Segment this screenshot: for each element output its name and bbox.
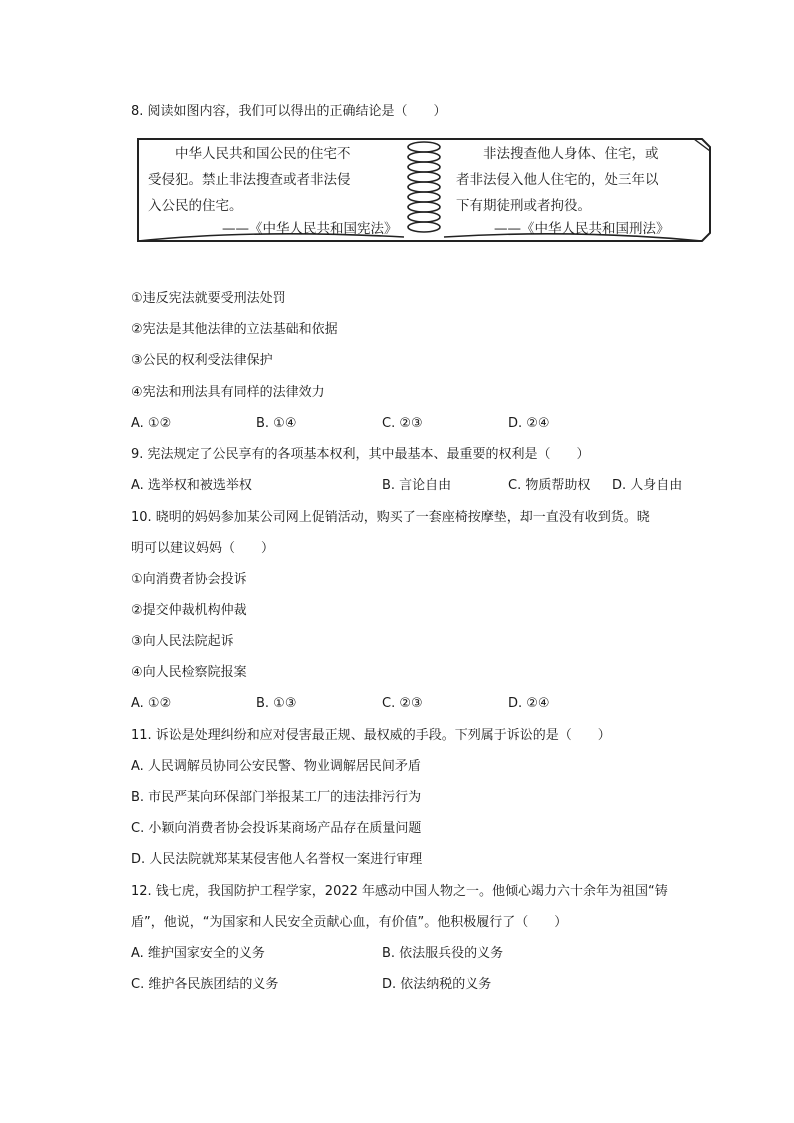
q12-option-a[interactable]: A. 维护国家安全的义务 — [131, 946, 265, 961]
book-left-source: ——《中华人民共和国宪法》 — [222, 221, 398, 237]
q11-option-a[interactable]: A. 人民调解员协同公安民警、物业调解居民间矛盾 — [131, 759, 421, 774]
q11-option-b[interactable]: B. 市民严某向环保部门举报某工厂的违法排污行为 — [131, 790, 422, 805]
q11-stem: 11. 诉讼是处理纠纷和应对侵害最正规、最权威的手段。下列属于诉讼的是（ ） — [131, 728, 611, 743]
q12-option-c[interactable]: C. 维护各民族团结的义务 — [131, 977, 279, 992]
book-right-text: 非法搜查他人身体、住宅，或 者非法侵入他人住宅的，处三年以 下有期徒刑或者拘役。 ——《中华人民共和国刑法》 — [456, 146, 670, 237]
q10-option-d[interactable]: D. ②④ — [508, 696, 550, 711]
book-left-text: 中华人民共和国公民的住宅不 受侵犯。禁止非法搜查或者非法侵 入公民的住宅。 ——《中华人民共和国宪法》 — [148, 146, 398, 237]
q10-item-2: ②提交仲裁机构仲裁 — [131, 603, 247, 618]
q10-item-3: ③向人民法院起诉 — [131, 634, 234, 649]
q10-option-c[interactable]: C. ②③ — [382, 696, 423, 711]
q9-option-c[interactable]: C. 物质帮助权 — [508, 478, 591, 493]
q8-option-b[interactable]: B. ①④ — [256, 416, 297, 431]
q8-item-2: ②宪法是其他法律的立法基础和依据 — [131, 322, 338, 337]
q11-option-d[interactable]: D. 人民法院就郑某某侵害他人名誉权一案进行审理 — [131, 852, 423, 867]
q10-item-1: ①向消费者协会投诉 — [131, 572, 247, 587]
q12-option-d[interactable]: D. 依法纳税的义务 — [382, 977, 492, 992]
q8-stem: 8. 阅读如图内容，我们可以得出的正确结论是（ ） — [131, 104, 447, 119]
q10-stem-line-2: 明可以建议妈妈（ ） — [131, 541, 275, 556]
q11-option-c[interactable]: C. 小颖向消费者协会投诉某商场产品存在质量问题 — [131, 821, 422, 836]
q10-stem-line-1: 10. 晓明的妈妈参加某公司网上促销活动，购买了一套座椅按摩垫，却一直没有收到货。晓 — [131, 510, 650, 525]
q10-option-b[interactable]: B. ①③ — [256, 696, 297, 711]
q8-option-d[interactable]: D. ②④ — [508, 416, 550, 431]
q8-item-3: ③公民的权利受法律保护 — [131, 353, 273, 368]
q9-option-a[interactable]: A. 选举权和被选举权 — [131, 478, 252, 493]
q12-stem-line-1: 12. 钱七虎，我国防护工程学家，2022 年感动中国人物之一。他倾心竭力六十余年为祖国“铸 — [131, 884, 668, 899]
q10-item-4: ④向人民检察院报案 — [131, 665, 247, 680]
q8-item-4: ④宪法和刑法具有同样的法律效力 — [131, 385, 325, 400]
q10-option-a[interactable]: A. ①② — [131, 696, 172, 711]
law-book-figure — [134, 137, 714, 243]
q9-option-d[interactable]: D. 人身自由 — [612, 478, 683, 493]
q9-stem: 9. 宪法规定了公民享有的各项基本权利，其中最基本、最重要的权利是（ ） — [131, 447, 590, 462]
q8-option-c[interactable]: C. ②③ — [382, 416, 423, 431]
q9-option-b[interactable]: B. 言论自由 — [382, 478, 452, 493]
q12-stem-line-2: 盾”，他说，“为国家和人民安全贡献心血，有价值”。他积极履行了（ ） — [131, 915, 568, 930]
q12-option-b[interactable]: B. 依法服兵役的义务 — [382, 946, 504, 961]
q8-option-a[interactable]: A. ①② — [131, 416, 172, 431]
q8-item-1: ①违反宪法就要受刑法处罚 — [131, 291, 286, 306]
book-right-source: ——《中华人民共和国刑法》 — [494, 221, 670, 237]
